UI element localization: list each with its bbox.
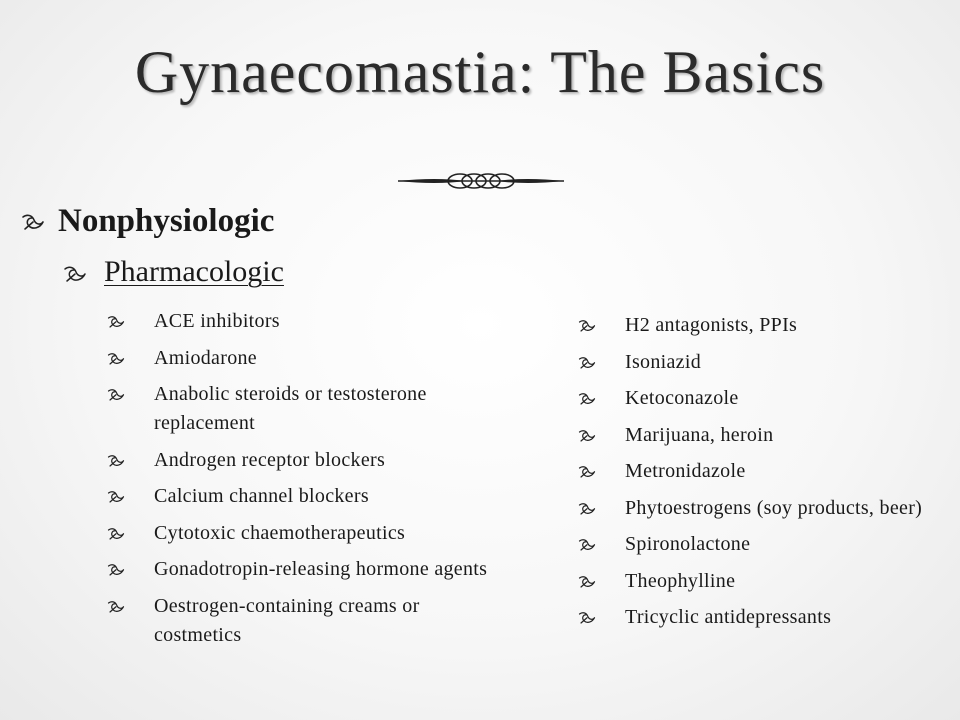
ribbon-bullet-icon: [106, 352, 154, 367]
bullet-nonphysiologic: [20, 203, 274, 240]
list-item-text: Anabolic steroids or testosterone replacement: [154, 383, 427, 434]
list-item-text: Isoniazid: [625, 350, 702, 373]
ribbon-bullet-icon: [577, 538, 625, 553]
list-item: [577, 603, 947, 632]
list-item: [106, 592, 496, 650]
bullet-pharmacologic: [62, 255, 284, 289]
list-item-text: Metronidazole: [625, 460, 746, 482]
list-item-text: Tricyclic antidepressants: [625, 606, 832, 628]
decorative-flourish-icon: [396, 168, 566, 194]
list-item-text: Calcium channel blockers: [154, 485, 369, 507]
list-item: [577, 384, 947, 413]
list-item-text: Spironolactone: [625, 533, 751, 555]
list-item-text: Androgen receptor blockers: [154, 448, 386, 471]
list-item-text: Theophylline: [625, 569, 736, 592]
list-item-text: Marijuana, heroin: [625, 423, 774, 446]
ribbon-bullet-icon: [577, 392, 625, 407]
list-item: [106, 519, 496, 548]
ribbon-bullet-icon: [577, 356, 625, 371]
list-item: [106, 380, 496, 438]
list-item: [106, 482, 496, 511]
ribbon-bullet-icon: [577, 465, 625, 480]
ribbon-bullet-icon: [106, 315, 154, 330]
list-item: [106, 446, 496, 475]
ribbon-bullet-icon: [20, 213, 58, 233]
list-item: [106, 307, 496, 336]
ribbon-bullet-icon: [577, 611, 625, 626]
ribbon-bullet-icon: [106, 563, 154, 578]
list-item: [577, 530, 947, 559]
drug-list-right: [577, 311, 947, 640]
list-item-text: Oestrogen-containing creams or costmetics: [154, 594, 420, 646]
list-item-text: Cytotoxic chaemotherapeutics: [154, 521, 406, 544]
list-item: [577, 421, 947, 450]
ribbon-bullet-icon: [577, 319, 625, 334]
list-item-text: Amiodarone: [154, 346, 257, 369]
drug-list-left: [106, 307, 496, 657]
level2-heading: Pharmacologic: [104, 255, 284, 288]
ribbon-bullet-icon: [106, 600, 154, 615]
ribbon-bullet-icon: [106, 388, 154, 403]
slide-title: Gynaecomastia: The Basics: [134, 39, 826, 105]
ribbon-bullet-icon: [62, 265, 104, 285]
ribbon-bullet-icon: [106, 490, 154, 505]
list-item: [106, 344, 496, 373]
list-item-text: Ketoconazole: [625, 387, 739, 409]
list-item: [577, 457, 947, 486]
list-item: [577, 311, 947, 340]
list-item: [577, 494, 947, 523]
list-item: [577, 348, 947, 377]
list-item-text: ACE inhibitors: [154, 310, 280, 332]
list-item: [577, 567, 947, 596]
list-item-text: H2 antagonists, PPIs: [625, 314, 798, 336]
ribbon-bullet-icon: [577, 502, 625, 517]
ribbon-bullet-icon: [577, 575, 625, 590]
level1-heading: Nonphysiologic: [58, 203, 275, 239]
list-item: [106, 555, 496, 584]
list-item-text: Phytoestrogens (soy products, beer): [625, 496, 923, 519]
ribbon-bullet-icon: [577, 429, 625, 444]
list-item-text: Gonadotropin-releasing hormone agents: [154, 558, 488, 580]
ribbon-bullet-icon: [106, 454, 154, 469]
ribbon-bullet-icon: [106, 527, 154, 542]
